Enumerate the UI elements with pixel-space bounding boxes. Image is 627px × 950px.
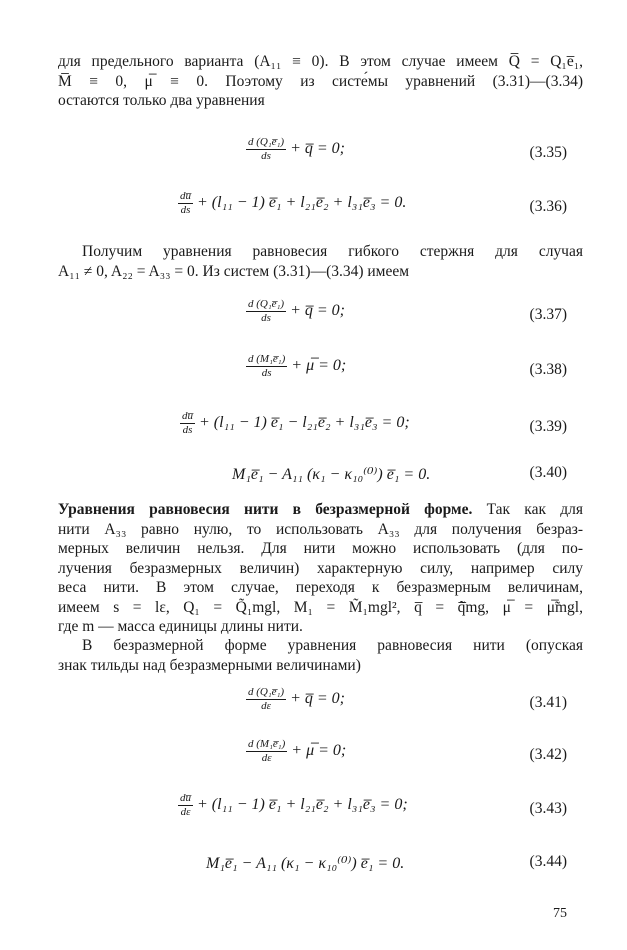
text-line: В безразмерной форме уравнения равновесия нити (опуская [82,637,583,654]
page-number: 75 [553,906,567,921]
text-line: мерных величин нельзя. Для нити можно использовать (для по- [58,540,583,557]
equation-number: (3.40) [529,464,567,481]
fraction: $\frac{du̅}{ds}$ [182,410,193,436]
equation-formula: $\frac{du̅}{ds}$ + (l₁₁ − 1) e̅₁ + l₂₁e̅₂ + l₃₁e̅₃ = 0. [180,190,407,216]
equation-formula: M₁e̅₁ − A₁₁ (κ₁ − κ₁₀⁽⁰⁾) e̅₁ = 0. [206,855,405,872]
fraction: $\frac{\text{d (M₁e̅₁)}}{d\varepsilon}$ [248,738,286,764]
paragraph-dimensionless [58,636,583,675]
equation-3-41 [0,686,627,726]
equation-3-35 [0,136,627,176]
equation-number: (3.36) [529,198,567,215]
fraction: $\frac{du̅}{d\varepsilon}$ [180,792,191,818]
equation-formula: $\frac{\text{d (Q₁e̅₁)}}{d\varepsilon}$ + q̅ = 0; [248,686,345,712]
fraction: $\frac{\text{d (M₁e̅₁)}}{ds}$ [248,353,286,379]
equation-number: (3.42) [529,746,567,763]
equation-number: (3.43) [529,800,567,817]
text-line: лучения безразмерных величин) характерную силу, например силу [58,559,583,577]
text-line: имеем s = lε, Q₁ = Q̃₁mgl, M₁ = M̃₁mgl², q̅ = q̃̅mg, μ̅ = μ̃̅mgl, [58,598,583,616]
text-line: Уравнения равновесия нити в безразмерной форме. Так как для [58,501,583,518]
equation-formula: $\frac{\text{d (M₁e̅₁)}}{ds}$ + μ̅ = 0; [248,353,347,379]
equation-number: (3.44) [529,853,567,870]
equation-formula: $\frac{du̅}{ds}$ + (l₁₁ − 1) e̅₁ − l₂₁e̅₂ + l₃₁e̅₃ = 0; [182,410,410,436]
fraction: $\frac{\text{d (Q₁e̅₁)}}{ds}$ [248,298,285,324]
section-heading: Уравнения равновесия нити в безразмерной форме. [58,501,473,518]
paragraph-thread [58,500,583,637]
equation-number: (3.39) [529,418,567,435]
equation-3-42 [0,738,627,778]
fraction: $\frac{\text{d (Q₁e̅₁)}}{d\varepsilon}$ [248,686,285,712]
text-line: где m — масса единицы длины нити. [58,618,303,635]
text-line: нити A₃₃ равно нулю, то использовать A₃₃ для получения безраз- [58,520,583,538]
equation-3-44 [0,851,627,891]
text-line: веса нити. В этом случае, переходя к безразмерным величинам, [58,579,583,596]
equation-formula: M₁e̅₁ − A₁₁ (κ₁ − κ₁₀⁽⁰⁾) e̅₁ = 0. [232,466,431,483]
equation-number: (3.38) [529,361,567,378]
equation-3-37 [0,298,627,338]
equation-3-36 [0,190,627,230]
equation-3-39 [0,410,627,450]
text-line: для предельного варианта (A₁₁ ≡ 0). В этом случае имеем Q̅ = Q₁e̅₁, [58,53,583,70]
equation-number: (3.35) [529,144,567,161]
equation-number: (3.41) [529,694,567,711]
equation-formula: $\frac{du̅}{d\varepsilon}$ + (l₁₁ − 1) e̅₁ + l₂₁e̅₂ + l₃₁e̅₃ = 0; [180,792,408,818]
fraction: $\frac{\text{d (Q₁e̅₁)}}{ds}$ [248,136,285,162]
text-line: A₁₁ ≠ 0, A₂₂ = A₃₃ = 0. Из систем (3.31)—(3.34) имеем [58,262,410,280]
text-line: знак тильды над безразмерными величинами) [58,656,361,674]
equation-formula: $\frac{\text{d (M₁e̅₁)}}{d\varepsilon}$ + μ̅ = 0; [248,738,347,764]
equation-3-43 [0,792,627,832]
fraction: $\frac{du̅}{ds}$ [180,190,191,216]
equation-3-40 [0,462,627,502]
equation-3-38 [0,353,627,393]
equation-formula: $\frac{\text{d (Q₁e̅₁)}}{ds}$ + q̅ = 0; [248,136,345,162]
text-line: Получим уравнения равновесия гибкого стержня для случая [82,243,583,260]
equation-formula: $\frac{\text{d (Q₁e̅₁)}}{ds}$ + q̅ = 0; [248,298,345,324]
paragraph-flexible-rod [58,242,583,281]
text-line: остаются только два уравнения [58,92,265,109]
equation-number: (3.37) [529,306,567,323]
text-line: M̅ ≡ 0, μ̅ ≡ 0. Поэтому из систе́мы уравнений (3.31)—(3.34) [58,72,583,90]
paragraph-intro [58,52,583,111]
